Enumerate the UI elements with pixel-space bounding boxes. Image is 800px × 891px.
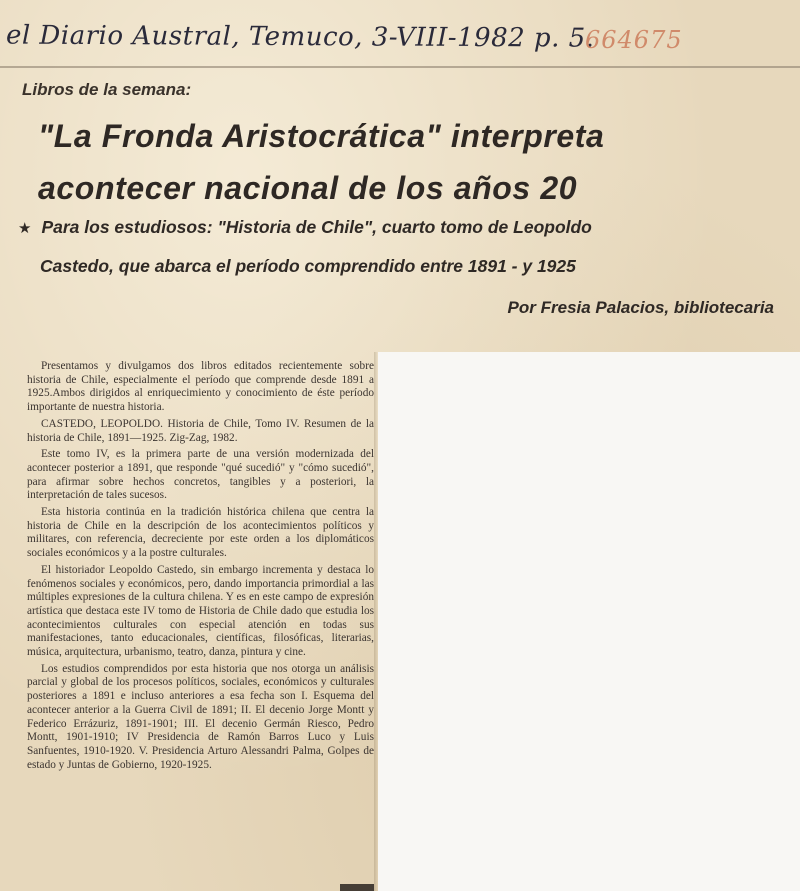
article-body <box>27 360 374 775</box>
headline-line-1: "La Fronda Aristocrática" interpreta <box>38 118 605 154</box>
body-paragraph: CASTEDO, LEOPOLDO. Historia de Chile, Tomo IV. Resumen de la historia de Chile, 1891—1925. Zig-Zag, 1982. <box>27 417 374 444</box>
subhead-line-2: Castedo, que abarca el período comprendido entre 1891 - y 1925 <box>40 256 576 276</box>
blank-paper-area <box>378 352 800 891</box>
body-paragraph: Presentamos y divulgamos dos libros editados recientemente sobre historia de Chile, especialmente el período que comprende desde 1891 a 1925.Ambos dirigidos al enriquecimiento y conocimiento de éste período importante de nuestra historia. <box>27 360 374 414</box>
subhead-line-1: Para los estudiosos: "Historia de Chile", cuarto tomo de Leopoldo <box>41 217 592 237</box>
body-paragraph: El historiador Leopoldo Castedo, sin embargo incrementa y destaca lo fenómenos sociales y económicos, pero, dando importancia primordial a las múltiples expresiones de la cultura chilena. Y es en este campo de expresión artística que destaca este IV tomo de Historia de Chile dado que estudia los acontecimientos culturales con especial atención en todas sus manifestaciones, tanto educacionales, científicas, filosóficas, literarias, música, arquitectura, urbanismo, teatro, danza, pintura y cine. <box>27 563 374 659</box>
bottom-ink-mark <box>340 884 374 891</box>
header-divider <box>0 66 800 68</box>
body-paragraph: Esta historia continúa en la tradición histórica chilena que centra la historia de Chile en la descripción de los acontecimientos políticos y militares, con referencia, decreciente por este orden a los diplomáticos sociales económicos y a la postre culturales. <box>27 506 374 560</box>
subhead-row-1 <box>18 210 788 245</box>
handwritten-source-note: el Diario Austral, Temuco, 3-VIII-1982 p. 5. <box>5 20 595 54</box>
archive-stamp-number: 664675 <box>585 26 683 54</box>
body-paragraph: Este tomo IV, es la primera parte de una versión modernizada del acontecer posterior a 1891, que responde "qué sucedió" y "cómo sucedió", para afirmar sobre hechos concretos, tangibles y a posteriori, la interpretación de tales sucesos. <box>27 448 374 502</box>
section-label: Libros de la semana: <box>22 80 192 99</box>
subheadline <box>18 210 788 283</box>
headline <box>38 110 778 214</box>
byline: Por Fresia Palacios, bibliotecaria <box>507 298 774 317</box>
headline-line-2: acontecer nacional de los años 20 <box>38 170 578 206</box>
star-icon: ★ <box>18 219 32 237</box>
body-paragraph: Los estudios comprendidos por esta historia que nos otorga un análisis parcial y global de los procesos políticos, sociales, económicos y culturales posteriores a 1891 e incluso anteriores a esa fecha son I. Esquema del acontecer anterior a la Guerra Civil de 1891; II. El decenio Jorge Montt y Federico Errázuriz, 1891-1901; III. El decenio Germán Riesco, Pedro Montt, 1901-1910; IV Presidencia de Ramón Barros Luco y Luis Sanfuentes, 1910-1920. V. Presidencia Arturo Alessandri Palma, Golpes de estado y Juntas de Gobierno, 1920-1925. <box>27 662 374 771</box>
